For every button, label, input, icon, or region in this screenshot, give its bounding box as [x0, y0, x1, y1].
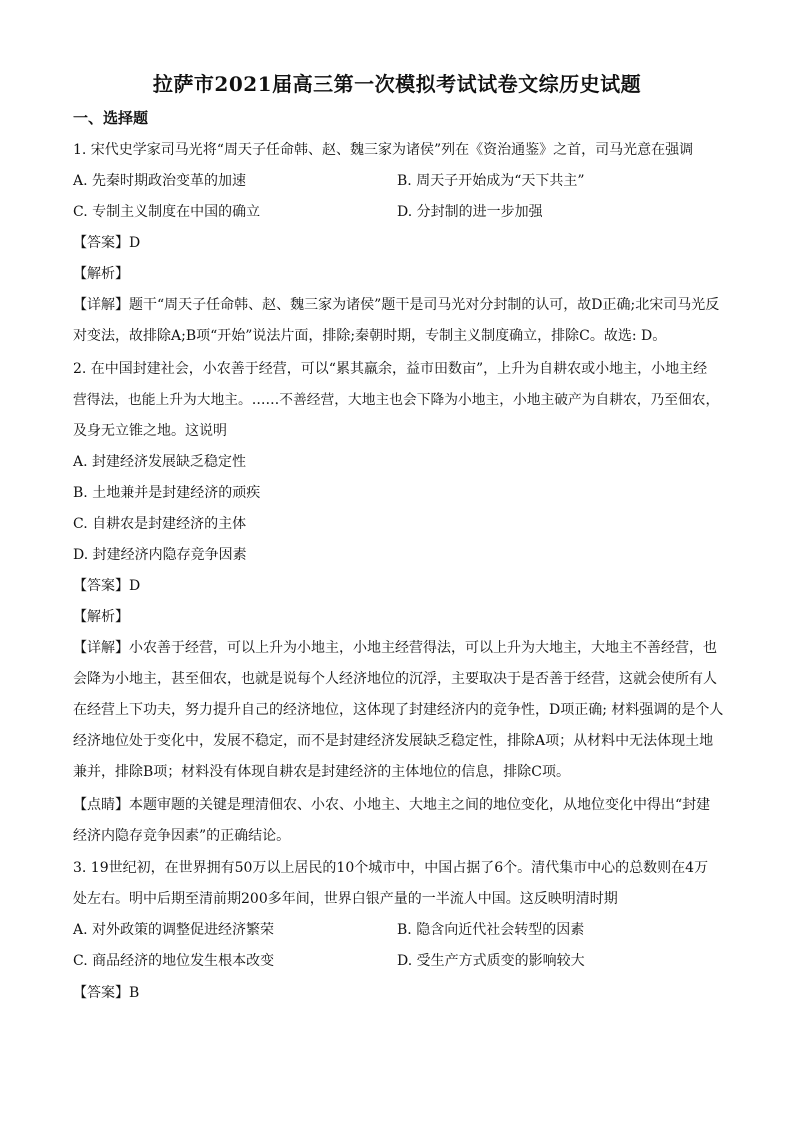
- q1-analysis: 【解析】: [73, 266, 129, 282]
- q1-detail-line-1: 【详解】题干“周天子任命韩、赵、魏三家为诸侯”题干是司马光对分封制的认可，故D正确;北宋司马光反: [73, 297, 720, 313]
- q3-option-b: B. 隐含向近代社会转型的因素: [397, 922, 585, 938]
- q3-stem-line-1: 3. 19世纪初，在世界拥有50万以上居民的10个城市中，中国占据了6个。清代集市中心的总数则在4万: [73, 860, 709, 876]
- q1-answer: 【答案】D: [73, 235, 141, 251]
- q2-stem-line-3: 及身无立锥之地。这说明: [73, 423, 227, 439]
- q3-answer: 【答案】B: [73, 985, 140, 1001]
- q2-point-line-2: 经济内隐存竞争因素”的正确结论。: [73, 828, 291, 844]
- q2-detail-line-3: 在经营上下功夫，努力提升自己的经济地位，这体现了封建经济内的竞争性，D项正确; 材料强调的是个人: [73, 702, 724, 718]
- q2-detail-line-2: 会降为小地主，甚至佃农，也就是说每个人经济地位的沉浮，主要取决于是否善于经营，这就会使所有人: [73, 671, 717, 687]
- q2-point-line-1: 【点睛】本题审题的关键是理清佃农、小农、小地主、大地主之间的地位变化，从地位变化中得出“封建: [73, 797, 711, 813]
- q2-option-d: D. 封建经济内隐存竞争因素: [73, 547, 247, 563]
- q2-option-a: A. 封建经济发展缺乏稳定性: [73, 454, 247, 470]
- q1-option-d: D. 分封制的进一步加强: [397, 204, 543, 220]
- q3-option-a: A. 对外政策的调整促进经济繁荣: [73, 922, 275, 938]
- q2-option-b: B. 土地兼并是封建经济的顽疾: [73, 485, 261, 501]
- q1-option-c: C. 专制主义制度在中国的确立: [73, 204, 261, 220]
- q1-stem: 1. 宋代史学家司马光将“周天子任命韩、赵、魏三家为诸侯”列在《资治通鉴》之首，司马光意在强调: [73, 142, 694, 158]
- q2-detail-line-4: 经济地位处于变化中，发展不稳定，而不是封建经济发展缺乏稳定性，排除A项；从材料中无法体现土地: [73, 733, 714, 749]
- q2-answer: 【答案】D: [73, 578, 141, 594]
- q2-analysis: 【解析】: [73, 609, 129, 625]
- q1-detail-line-2: 对变法，故排除A;B项“开始”说法片面，排除;秦朝时期，专制主义制度确立，排除C。故选: D。: [73, 328, 667, 344]
- q3-option-d: D. 受生产方式质变的影响较大: [397, 953, 585, 969]
- q2-stem-line-2: 营得法，也能上升为大地主。……不善经营，大地主也会下降为小地主，小地主破产为自耕农，乃至佃农，: [73, 392, 720, 408]
- q2-option-c: C. 自耕农是封建经济的主体: [73, 516, 247, 532]
- section-heading: 一、选择题: [73, 109, 149, 127]
- q2-detail-line-1: 【详解】小农善于经营，可以上升为小地主，小地主经营得法，可以上升为大地主，大地主不善经营，也: [73, 640, 717, 656]
- q2-detail-line-5: 兼并，排除B项；材料没有体现自耕农是封建经济的主体地位的信息，排除C项。: [73, 764, 570, 780]
- q1-option-b: B. 周天子开始成为“天下共主”: [397, 173, 585, 189]
- q3-stem-line-2: 处左右。明中后期至清前期200多年间，世界白银产量的一半流人中国。这反映明清时期: [73, 891, 618, 907]
- q3-option-c: C. 商品经济的地位发生根本改变: [73, 953, 275, 969]
- q1-option-a: A. 先秦时期政治变革的加速: [73, 173, 247, 189]
- page-title: 拉萨市2021届高三第一次模拟考试试卷文综历史试题: [152, 72, 642, 96]
- q2-stem-line-1: 2. 在中国封建社会，小农善于经营，可以“累其羸余，益市田数亩”，上升为自耕农或小地主，小地主经: [73, 361, 708, 377]
